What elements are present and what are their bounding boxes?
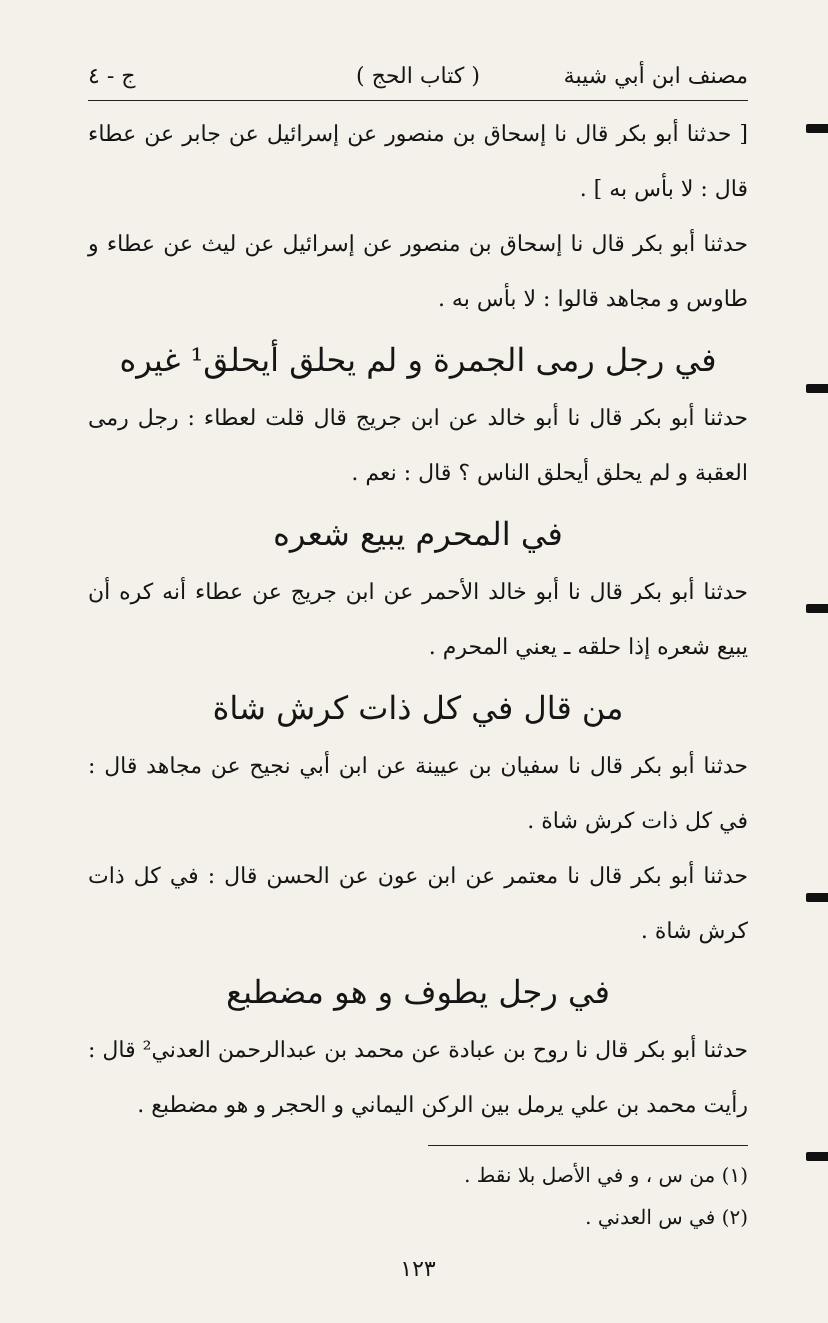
footnote: (١) من س ، و في الأصل بلا نقط . (464, 1163, 748, 1187)
paragraph: حدثنا أبو بكر قال نا إسحاق بن منصور عن إسرائيل عن ليث عن عطاء و طاوس و مجاهد قالوا : لا بأس به . (88, 232, 748, 312)
paragraph: حدثنا أبو بكر قال نا سفيان بن عيينة عن ابن أبي نجيح عن مجاهد قال : في كل ذات كرش شاة . (88, 754, 748, 834)
scan-edge-mark (806, 1152, 828, 1161)
page-body (88, 107, 748, 1238)
header-volume: ج - ٤ (88, 63, 136, 89)
section-heading: في رجل رمى الجمرة و لم يحلق أيحلق¹ غيره (119, 341, 717, 379)
book-page (88, 52, 748, 1302)
section-heading: في رجل يطوف و هو مضطبع (226, 973, 610, 1011)
section-heading: في المحرم يبيع شعره (273, 515, 563, 553)
paragraph: [ حدثنا أبو بكر قال نا إسحاق بن منصور عن إسرائيل عن جابر عن عطاء قال : لا بأس به ] . (88, 122, 748, 202)
footnote-divider (428, 1145, 748, 1146)
scan-edge-mark (806, 604, 828, 613)
paragraph: حدثنا أبو بكر قال نا أبو خالد عن ابن جريج قال قلت لعطاء : رجل رمى العقبة و لم يحلق أيحلق الناس ؟ قال : نعم . (88, 406, 748, 486)
paragraph: حدثنا أبو بكر قال نا روح بن عبادة عن محمد بن عبدالرحمن العدني² قال : رأيت محمد بن علي يرمل بين الركن اليماني و الحجر و هو مضطبع . (88, 1038, 748, 1118)
page-number: ١٢٣ (400, 1257, 436, 1282)
footnote: (٢) في س العدني . (585, 1205, 748, 1229)
scan-edge-mark (806, 893, 828, 902)
paragraph: حدثنا أبو بكر قال نا معتمر عن ابن عون عن الحسن قال : في كل ذات كرش شاة . (88, 864, 748, 944)
header-book-title: مصنف ابن أبي شيبة (563, 63, 748, 89)
scan-edge-mark (806, 384, 828, 393)
header-chapter: ( كتاب الحج ) (356, 63, 480, 89)
scan-edge-mark (806, 124, 828, 133)
paragraph: حدثنا أبو بكر قال نا أبو خالد الأحمر عن ابن جريج عن عطاء أنه كره أن يبيع شعره إذا حلقه ـ يعني المحرم . (88, 580, 748, 660)
page-header (88, 52, 748, 101)
section-heading: من قال في كل ذات كرش شاة (212, 689, 624, 727)
